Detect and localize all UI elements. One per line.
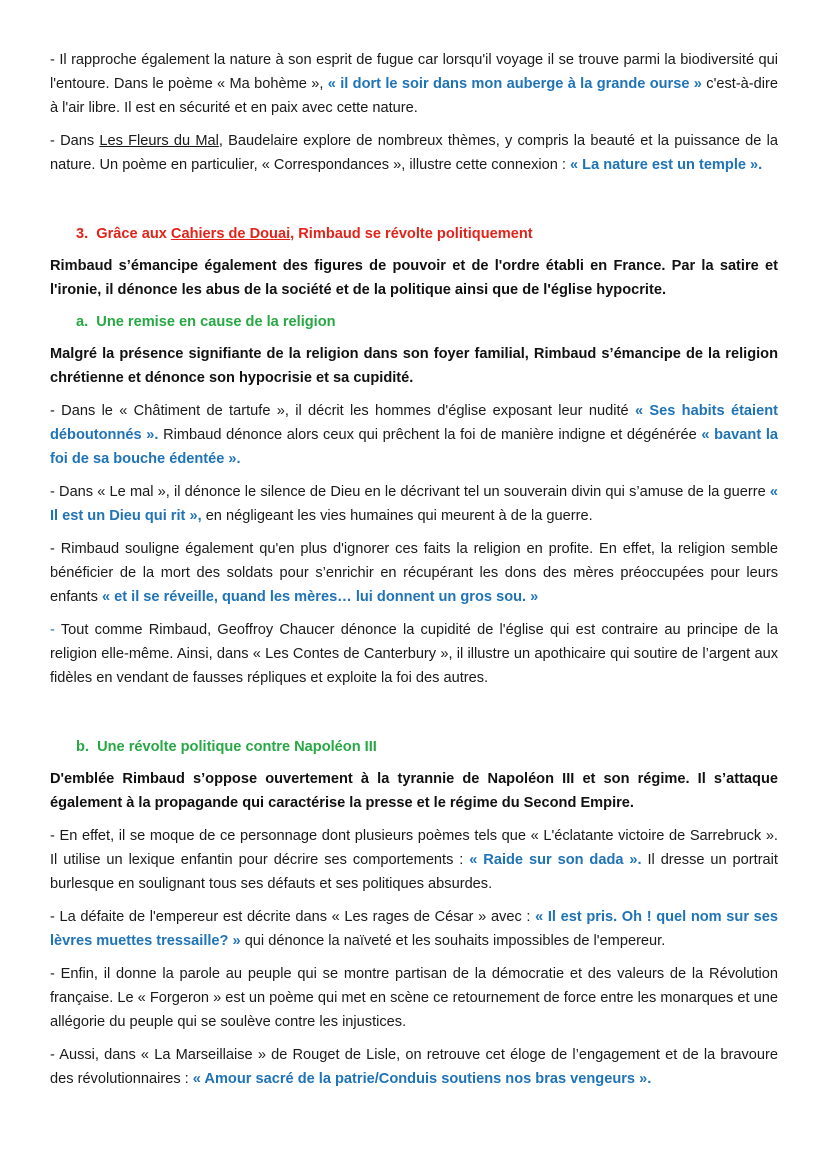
text: c'est-à-dire à l'air libre. Il est en sécurité et en paix avec cette nature. [50,76,778,116]
quote: « La nature est un temple ». [570,157,763,173]
paragraph-religion-profit [50,537,778,609]
subsection-a-lead: Malgré la présence signifiante de la religion dans son foyer familial, Rimbaud s’émancipe de la religion chrétienne et dénonce son hypocrisie et sa cupidité. [50,346,778,386]
paragraph-fleurs-du-mal [50,129,778,177]
section-3-heading [50,222,778,246]
quote: « Raide sur son dada ». [469,852,642,868]
subsection-a-heading [50,310,778,334]
paragraph-ma-boheme [50,48,778,120]
text: Tout comme Rimbaud, Geoffroy Chaucer dénonce la cupidité de l'église qui est contraire au principe de la religion elle-même. Ainsi, dans « Les Contes de Canterbury », il illustre un apothicaire qui soutire de l’argent aux fidèles en vendant de fausses répliques et exploite la foi des autres. [50,622,778,686]
text: - Dans le « Châtiment de tartufe », il décrit les hommes d'église exposant leur nudité [50,403,635,419]
text: , Baudelaire explore de nombreux thèmes, y compris la beauté et la puissance de la nature. Un poème en particulier, « Correspondances » [50,133,778,173]
subsection-b-lead: D'emblée Rimbaud s’oppose ouvertement à la tyrannie de Napoléon III et son régime. Il s’attaque également à la propagande qui caractérise la presse et le régime du Second Empire. [50,771,778,811]
paragraph-tartufe [50,399,778,471]
text: - Aussi, dans « La Marseillaise » de Rouget de Lisle, on retrouve cet éloge de l’engagement et de la bravoure des révolutionnaires : [50,1047,778,1087]
book-title: Cahiers de Douai [170,226,291,242]
quote: « Il est pris. Oh ! quel nom sur ses lèvres muettes tressaille? » [50,909,778,949]
text: qui dénonce la naïveté et les souhaits impossibles de l'empereur. [240,933,666,949]
text: - Il rapproche également la nature à son esprit de fugue car lorsqu'il voyage il se trouve parmi la biodiversité qui l'entoure. Dans le poème « Ma bohème », [50,52,778,92]
paragraph-forgeron: - Enfin, il donne la parole au peuple qui se montre partisan de la démocratie et des valeurs de la Révolution française. Le « Forgeron » est un poème qui met en scène ce retournement de force entre les monarques et une allégorie du peuple qui se soulève contre les injustices. [50,966,778,1030]
paragraph-rages-de-cesar [50,905,778,953]
section-3-lead: Rimbaud s’émancipe également des figures de pouvoir et de l'ordre établi en France. Par la satire et l'ironie, il dénonce les abus de la société et de la politique ainsi que de l'église hypocrite. [50,258,778,298]
quote: « Il est un Dieu qui rit », [50,484,778,524]
subsection-title: Une révolte politique contre Napoléon III [97,739,377,755]
list-dash: - [50,622,55,638]
paragraph-chaucer [50,618,778,690]
text: Grâce aux [96,226,171,242]
quote: « Ses habits étaient déboutonnés ». [50,403,778,443]
text: en négligeant les vies humaines qui meurent à de la guerre. [201,508,593,524]
text: - La défaite de l'empereur est décrite dans « Les rages de César » avec : [50,909,536,925]
section-number: 3. [76,226,89,242]
paragraph-sarrebruck [50,824,778,896]
text: - En effet, il se moque de ce personnage dont plusieurs poèmes tels que « L'éclatante victoire de Sarrebruck ». Il utilise un lexique enfantin pour décrire ses comportements : [50,828,778,868]
quote: « et il se réveille, quand les mères… lui donnent un gros sou. » [101,589,539,605]
text: Rimbaud dénonce alors ceux qui prêchent la foi de manière indigne et dégénérée [158,427,702,443]
quote: « Amour sacré de la patrie/Conduis soutiens nos bras vengeurs ». [192,1071,652,1087]
subsection-label: b. [76,739,89,755]
text: , Rimbaud se révolte politiquement [290,226,533,242]
text: , illustre cette connexion : [401,157,571,173]
text: Il dresse un portrait burlesque en soulignant tous ses défauts et ses politiques absurdes. [50,852,778,892]
quote: « il dort le soir dans mon auberge à la grande ourse » [327,76,702,92]
paragraph-marseillaise [50,1043,778,1091]
paragraph-le-mal [50,480,778,528]
quote: « bavant la foi de sa bouche édentée ». [50,427,778,467]
subsection-title: Une remise en cause de la religion [96,314,336,330]
subsection-b-heading [50,735,778,759]
subsection-label: a. [76,314,89,330]
text: - Dans « Le mal », il dénonce le silence de Dieu en le décrivant tel un souverain divin qui s’amuse de la guerre [50,484,770,500]
book-title: Les Fleurs du Mal [99,133,219,149]
text: - Rimbaud souligne également qu'en plus d'ignorer ces faits la religion en profite. En effet, la religion semble bénéficier de la mort des soldats pour s’enrichir en récupérant les dons des mères préoccupées pour leurs enfants [50,541,778,605]
text: - Dans [50,133,100,149]
